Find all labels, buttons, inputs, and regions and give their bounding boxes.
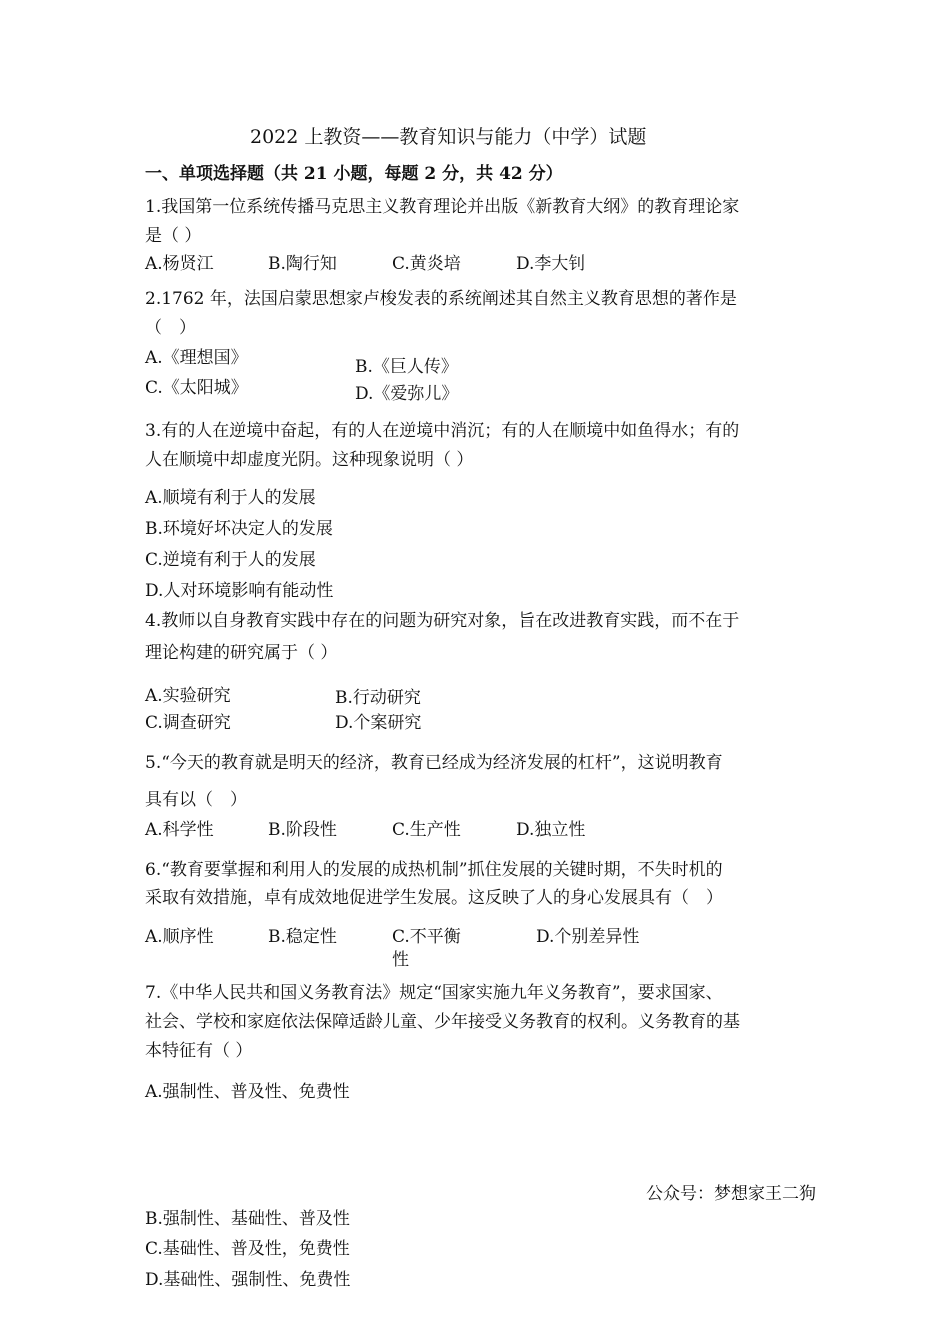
- q7-stem-line3: 本特征有（ ）: [145, 1041, 253, 1061]
- q1-option-c: C.黄炎培: [392, 254, 461, 274]
- q7-option-c: C.基础性、普及性，免费性: [145, 1239, 350, 1259]
- q4-stem-line2: 理论构建的研究属于（ ）: [145, 643, 338, 663]
- q5-option-c: C.生产性: [392, 820, 461, 840]
- q2-stem-line2: （ ）: [145, 318, 196, 338]
- q3-option-a: A.顺境有利于人的发展: [145, 488, 316, 508]
- q7-option-a: A.强制性、普及性、免费性: [145, 1082, 350, 1102]
- q1-option-b: B.陶行知: [268, 254, 337, 274]
- q5-option-b: B.阶段性: [268, 820, 337, 840]
- q2-option-b: B.《巨人传》: [355, 357, 458, 377]
- q2-stem-line1: 2.1762 年，法国启蒙思想家卢梭发表的系统阐述其自然主义教育思想的著作是: [145, 289, 737, 309]
- q6-option-c-wrap: 性: [392, 950, 409, 970]
- q1-stem-line1: 1.我国第一位系统传播马克思主义教育理论并出版《新教育大纲》的教育理论家: [145, 197, 740, 217]
- q3-option-c: C.逆境有利于人的发展: [145, 550, 316, 570]
- q5-stem-line1: 5.“今天的教育就是明天的经济，教育已经成为经济发展的杠杆”，这说明教育: [145, 753, 723, 773]
- q7-option-d: D.基础性、强制性、免费性: [145, 1270, 351, 1290]
- q7-stem-line2: 社会、学校和家庭依法保障适龄儿童、少年接受义务教育的权利。义务教育的基: [145, 1012, 740, 1032]
- q3-option-d: D.人对环境影响有能动性: [145, 581, 334, 601]
- q6-stem-line2: 采取有效措施，卓有成效地促进学生发展。这反映了人的身心发展具有（ ）: [145, 888, 723, 908]
- q1-option-a: A.杨贤江: [145, 254, 214, 274]
- q6-option-a: A.顺序性: [145, 927, 214, 947]
- q3-stem-line1: 3.有的人在逆境中奋起，有的人在逆境中消沉；有的人在顺境中如鱼得水；有的: [145, 421, 740, 441]
- q7-option-b: B.强制性、基础性、普及性: [145, 1209, 350, 1229]
- page-title: 2022 上教资——教育知识与能力（中学）试题: [250, 126, 647, 148]
- q1-option-d: D.李大钊: [516, 254, 586, 274]
- q2-option-d: D.《爱弥儿》: [355, 384, 459, 404]
- q6-stem-line1: 6.“教育要掌握和利用人的发展的成热机制”抓住发展的关键时期，不失时机的: [145, 860, 723, 880]
- footer-watermark: 公众号：梦想家王二狗: [646, 1184, 816, 1204]
- q4-option-c: C.调查研究: [145, 713, 231, 733]
- q4-option-a: A.实验研究: [145, 686, 231, 706]
- q5-stem-line2: 具有以（ ）: [145, 790, 247, 810]
- q7-stem-line1: 7.《中华人民共和国义务教育法》规定“国家实施九年义务教育”，要求国家、: [145, 983, 723, 1003]
- q5-option-d: D.独立性: [516, 820, 586, 840]
- q6-option-c: C.不平衡: [392, 927, 461, 947]
- q6-option-d: D.个别差异性: [536, 927, 640, 947]
- q3-stem-line2: 人在顺境中却虚度光阴。这种现象说明（ ）: [145, 450, 474, 470]
- q4-stem-line1: 4.教师以自身教育实践中存在的问题为研究对象，旨在改进教育实践，而不在于: [145, 611, 740, 631]
- q3-option-b: B.环境好坏决定人的发展: [145, 519, 333, 539]
- q2-option-a: A.《理想国》: [145, 348, 248, 368]
- q2-option-c: C.《太阳城》: [145, 378, 248, 398]
- q5-option-a: A.科学性: [145, 820, 214, 840]
- q4-option-b: B.行动研究: [335, 688, 421, 708]
- q4-option-d: D.个案研究: [335, 713, 422, 733]
- section-heading: 一、单项选择题（共 21 小题，每题 2 分，共 42 分）: [145, 164, 563, 184]
- q6-option-b: B.稳定性: [268, 927, 337, 947]
- q1-stem-line2: 是（ ）: [145, 226, 202, 246]
